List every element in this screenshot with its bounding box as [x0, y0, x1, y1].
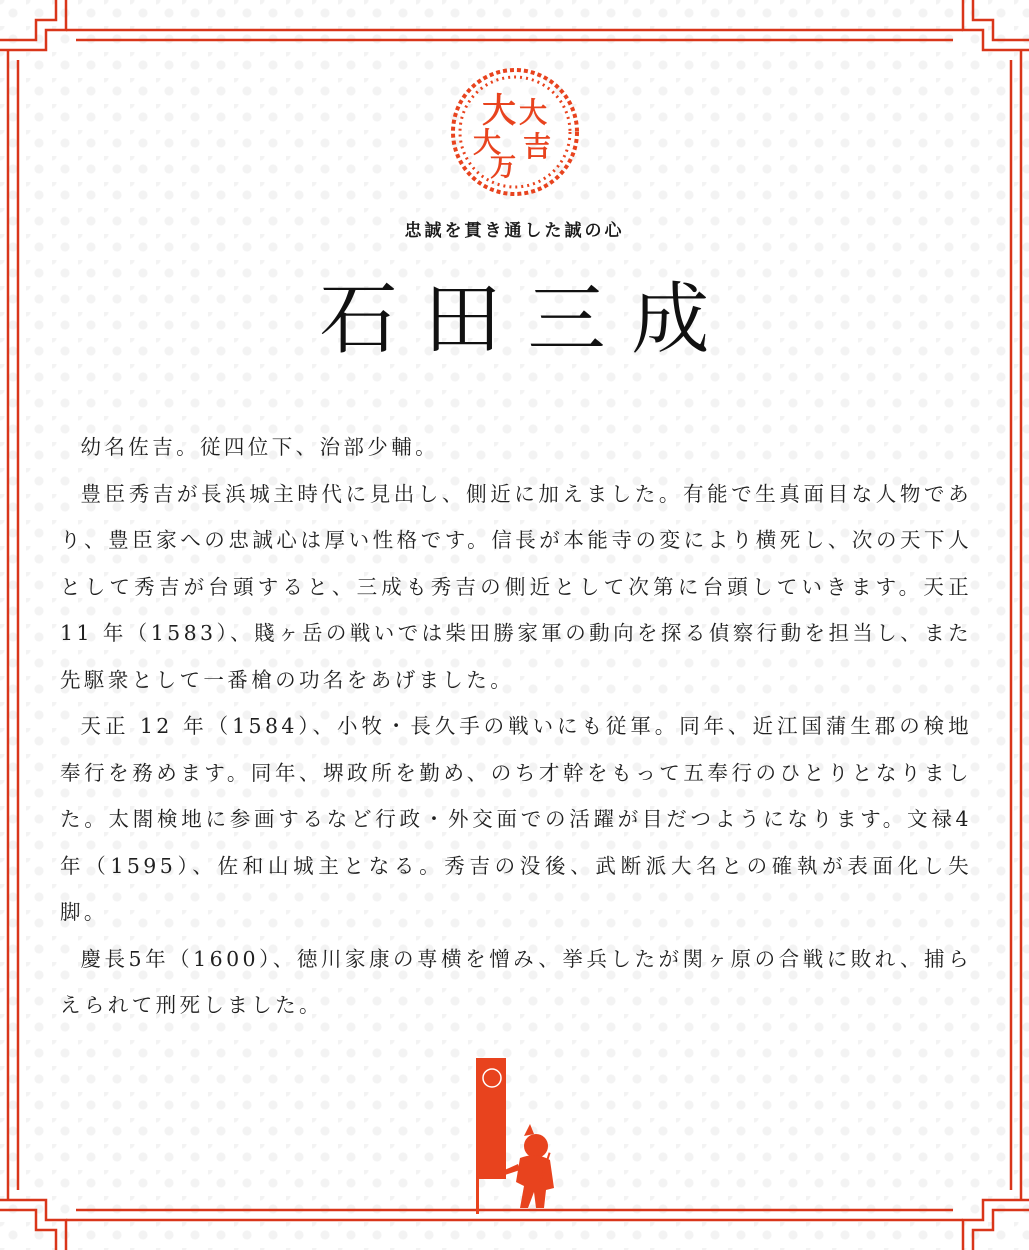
samurai-with-banner-icon	[470, 1048, 570, 1218]
svg-text:大: 大	[482, 91, 516, 131]
paragraph: 豊臣秀吉が長浜城主時代に見出し、側近に加えました。有能で生真面目な人物であり、豊臣家への忠誠心は厚い性格です。信長が本能寺の変により横死し、次の天下人として秀吉が台頭すると、三成も秀吉の側近として次第に台頭していきます。天正 11 年（1583）、賤ヶ岳の戦いでは柴田勝家軍の動向を探る偵察行動を担当し、また先駆衆として一番槍の功名をあげました。	[60, 481, 972, 692]
subtitle: 忠誠を貫き通した誠の心	[404, 221, 625, 241]
svg-text:大: 大	[472, 126, 502, 159]
biography-text	[60, 424, 972, 1029]
paragraph: 天正 12 年（1584）、小牧・長久手の戦いにも従軍。同年、近江国蒲生郡の検地奉行を務めます。同年、堺政所を勤め、のち才幹をもって五奉行のひとりとなりました。太閤検地に参画するなど行政・外交面での活躍が目だつようになります。文禄4年（1595）、佐和山城主となる。秀吉の没後、武断派大名との確執が表面化し失脚。	[60, 714, 972, 924]
svg-text:吉: 吉	[522, 130, 552, 163]
paragraph: 慶長5年（1600）、徳川家康の専横を憎み、挙兵したが関ヶ原の合戦に敗れ、捕らえられて刑死しました。	[60, 946, 972, 1017]
page-title: 石田三成	[319, 275, 736, 365]
svg-text:大: 大	[518, 96, 548, 129]
kiri-crest-icon	[447, 64, 583, 200]
svg-text:万: 万	[489, 153, 517, 183]
paragraph: 幼名佐吉。従四位下、治部少輔。	[80, 435, 439, 459]
